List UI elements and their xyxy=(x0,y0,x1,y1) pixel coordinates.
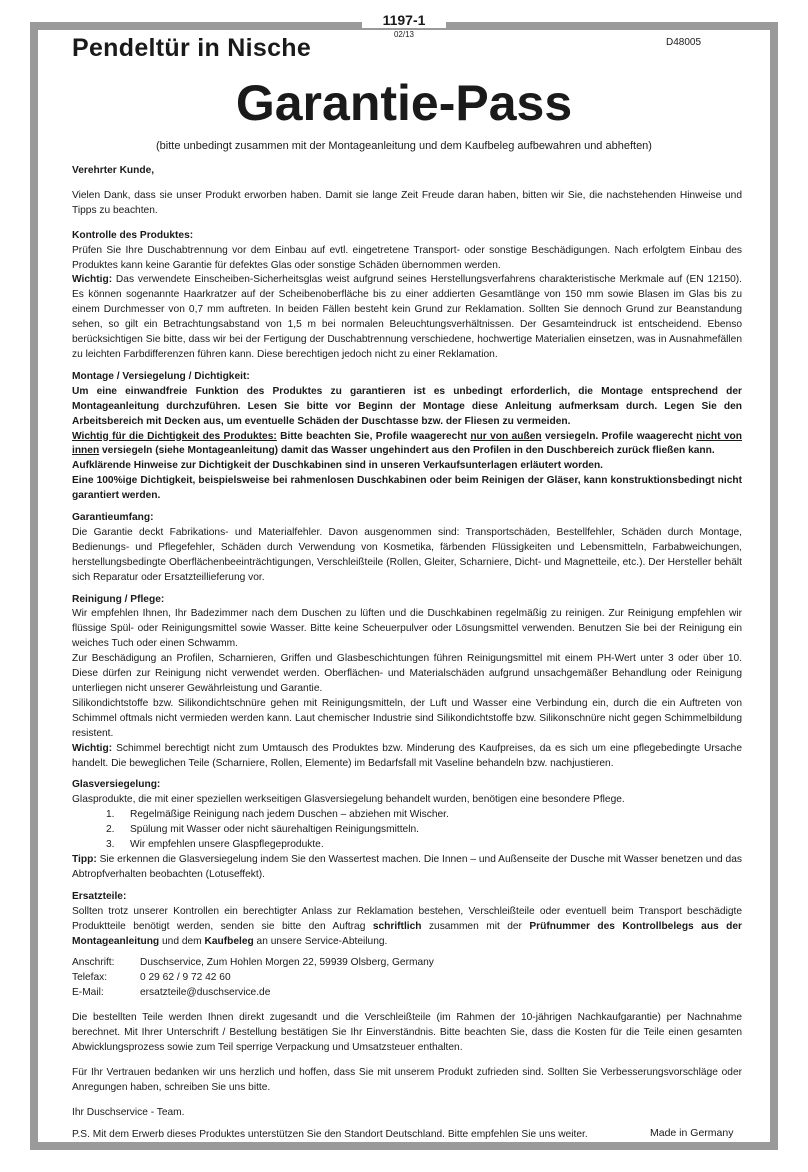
section-heading-garantie: Garantieumfang: xyxy=(72,512,154,524)
paragraph: Wichtig: Schimmel berechtigt nicht zum Umtausch des Produktes bzw. Minderung des Kaufpreises, da es sich um eine pflegebedingte Ursache handelt. Die beweglichen Teile (Scharniere, Rollen, Elemente) im Bedarfsfall mit Vaseline behandeln bzw. nachjustieren. xyxy=(72,742,742,769)
care-list xyxy=(72,808,742,853)
paragraph: Um eine einwandfreie Funktion des Produktes zu garantieren ist es unbedingt erforderlich, die Montage entsprechend der Montageanleitung durchzuführen. Lesen Sie bitte vor Beginn der Montage diese Anleitung aufmerksam durch. Legen Sie den Arbeitsbereich mit Decken aus, um eventuelle Schäden der Duschtasse bzw. der Fliesen zu vermeiden. xyxy=(72,385,742,427)
document-code: D48005 xyxy=(666,37,702,48)
section-heading-ersatz: Ersatzteile: xyxy=(72,890,127,902)
paragraph: Für Ihr Vertrauen bedanken wir uns herzlich und hoffen, dass Sie mit unserem Produkt zufrieden sind. Sollten Sie Verbesserungsvorschläge oder Anregungen haben, schreiben Sie uns bitte. xyxy=(72,1066,742,1093)
list-item: 2. Spülung mit Wasser oder nicht säurehaltigen Reinigungsmitteln. xyxy=(106,824,419,836)
signature: Ihr Duschservice - Team. xyxy=(72,1106,185,1118)
email-label: E-Mail: xyxy=(72,987,104,999)
fax-number: 0 29 62 / 9 72 42 60 xyxy=(140,972,231,984)
important-label: Wichtig: xyxy=(72,742,113,754)
document-body xyxy=(72,164,742,1142)
address-label: Anschrift: xyxy=(72,957,115,969)
page-subtitle: (bitte unbedingt zusammen mit der Montageanleitung und dem Kaufbeleg aufbewahren und abheften) xyxy=(156,140,652,152)
address: Duschservice, Zum Hohlen Morgen 22, 59939 Olsberg, Germany xyxy=(140,957,434,969)
postscript: P.S. Mit dem Erwerb dieses Produktes unterstützen Sie den Standort Deutschland. Bitte empfehlen Sie uns weiter. xyxy=(72,1128,588,1140)
intro-text: Vielen Dank, dass sie unser Produkt erworben haben. Damit sie lange Zeit Freude daran haben, bitten wir Sie, die nachstehenden Hinweise und Tipps zu beachten. xyxy=(72,189,742,216)
fax-label: Telefax: xyxy=(72,972,108,984)
list-item: 3. Wir empfehlen unsere Glaspflegeprodukte. xyxy=(106,839,324,851)
paragraph: Zur Beschädigung an Profilen, Scharnieren, Griffen und Glasbeschichtungen führen Reinigungsmittel mit einem PH-Wert unter 3 oder über 10. Diese dürfen zur Reinigung nicht verwendet werden. Oberflächen- und Materialschäden aufgrund unsachgemäßer Behandlung oder Reinigung unterliegen nicht unserer Gewährleistung und Garantie. xyxy=(72,653,742,694)
tip-label: Tipp: xyxy=(72,853,97,865)
section-heading-reinigung: Reinigung / Pflege: xyxy=(72,593,165,605)
list-item: 1. Regelmäßige Reinigung nach jedem Duschen – abziehen mit Wischer. xyxy=(106,809,449,821)
paragraph: Tipp: Sie erkennen die Glasversiegelung indem Sie den Wassertest machen. Die Innen – und Außenseite der Dusche mit Wasser benetzen und das Abtropfverhalten beobachten (Lotuseffekt). xyxy=(72,853,742,880)
paragraph: Silikondichtstoffe bzw. Silikondichtschnüre gehen mit Reinigungsmitteln, der Luft und Wasser eine Verbindung ein, durch die ein Auftreten von Schimmel oftmals nicht vermieden werden kann. Laut chemischer Industrie sind Silikondichtstoffe bzw. Silikonschnüre nicht gegen Schimmelbildung resistent. xyxy=(72,697,742,739)
contact-block xyxy=(72,956,742,1001)
paragraph: Glasprodukte, die mit einer speziellen werkseitigen Glasversiegelung behandelt wurden, benötigen eine besondere Pflege. xyxy=(72,794,625,806)
section-heading-montage: Montage / Versiegelung / Dichtigkeit: xyxy=(72,370,250,382)
paragraph: Eine 100%ige Dichtigkeit, beispielsweise bei rahmenlosen Duschkabinen oder beim Reinigen der Gläser, kann konstruktionsbedingt nicht garantiert werden. xyxy=(72,475,742,502)
paragraph: Wichtig: Das verwendete Einscheiben-Sicherheitsglas weist aufgrund seines Herstellungsverfahrens charakteristische Merkmale auf (EN 12150). Es können sogenannte Haarkratzer auf der Scheibenoberfläche bis zu einer addierten Gesamtlänge von 150 mm sowie Blasen im Glas bis zu einem Durchmesser von 0,7 mm auftreten. In beiden Fällen besteht kein Grund zur Reklamation. Sollten Sie dennoch Grund zur Beanstandung sehen, so gilt ein Betrachtungsabstand von 1,5 m bei normalen Beleuchtungsverhältnissen. Der Gesamteindruck ist entscheidend. Ebenso berücksichtigen Sie bitte, dass wir bei der Fertigung der Duschabtrennung verschiedene, hochwertige Materialien einsetzen, was in Ausnahmefällen zu leichten Farbdifferenzen führen kann. Diese berechtigen jedoch nicht zu einer Reklamation. xyxy=(72,274,742,360)
paragraph: Sollten trotz unserer Kontrollen ein berechtigter Anlass zur Reklamation bestehen, Verschleißteile oder eventuell beim Transport beschädigte Produktteile benötigt werden, senden sie bitte den Auftrag schriftlich zusammen mit der Prüfnummer des Kontrollbelegs aus der Montageanleitung und dem Kaufbeleg an unsere Service-Abteilung. xyxy=(72,905,743,947)
made-in-label: Made in Germany xyxy=(650,1127,734,1139)
greeting: Verehrter Kunde, xyxy=(72,165,155,176)
paragraph: Die Garantie deckt Fabrikations- und Materialfehler. Davon ausgenommen sind: Transportschäden, Bestellfehler, Schäden durch Montage, Bedienungs- und Pflegefehler, Schäden durch Verwendung von Kosmetika, färbenden Flüssigkeiten und Lebensmitteln, Farbabweichungen, herstellungsbedingte Oberflächenbeeinträchtigungen, Verschleißteile (Rollen, Gleiter, Scharniere, Dicht- und Magnetteile, etc.). Der Hersteller behält sich Reparatur oder Ersatzteillieferung vor. xyxy=(72,526,742,583)
paragraph: Wir empfehlen Ihnen, Ihr Badezimmer nach dem Duschen zu lüften und die Duschkabinen regelmäßig zu reinigen. Zur Reinigung empfehlen wir flüssige Spül- oder Reinigungsmittel sowie Wasser. Bitte keine Scheuerpulver oder Lösungsmittel verwenden. Benutzen Sie bei der Reinigung ein weiches Tuch oder einen Schwamm. xyxy=(72,608,742,650)
product-title: Pendeltür in Nische xyxy=(72,34,312,62)
paragraph: Prüfen Sie Ihre Duschabtrennung vor dem Einbau auf evtl. eingetretene Transport- oder sonstige Beschädigungen. Nach erfolgtem Einbau des Produktes kann keine Garantie für defektes Glas oder sonstige Schäden übernommen werden. xyxy=(72,244,742,271)
document-date: 02/13 xyxy=(393,30,415,39)
paragraph: Wichtig für die Dichtigkeit des Produktes: Bitte beachten Sie, Profile waagerecht nur von außen versiegeln. Profile waagerecht nicht von innen versiegeln (siehe Montageanleitung) damit das Wasser ungehindert aus den Profilen in den Duschbereich zurück fließen kann. xyxy=(72,430,743,457)
important-label: Wichtig für die Dichtigkeit des Produktes: xyxy=(72,430,277,442)
section-heading-glas: Glasversiegelung: xyxy=(72,779,161,791)
paragraph: Die bestellten Teile werden Ihnen direkt zugesandt und die Verschleißteile (im Rahmen der 10-jährigen Nachkaufgarantie) per Nachnahme berechnet. Mit Ihrer Unterschrift / Bestellung bestätigen Sie Ihr Einverständnis. Bitte beachten Sie, dass die Kosten für die Teile einen gesamten Abwicklungsprozess sowie zum Teil sperrige Verpackung und Umsatzsteuer enthalten. xyxy=(72,1012,742,1053)
page-title: Garantie-Pass xyxy=(235,75,573,131)
paragraph: Aufklärende Hinweise zur Dichtigkeit der Duschkabinen sind in unseren Verkaufsunterlagen erläutert worden. xyxy=(72,460,604,472)
email-address[interactable]: ersatzteile@duschservice.de xyxy=(140,987,271,999)
important-label: Wichtig: xyxy=(72,274,113,286)
document-number: 1197-1 xyxy=(362,12,446,28)
section-heading-kontrolle: Kontrolle des Produktes: xyxy=(72,229,194,241)
